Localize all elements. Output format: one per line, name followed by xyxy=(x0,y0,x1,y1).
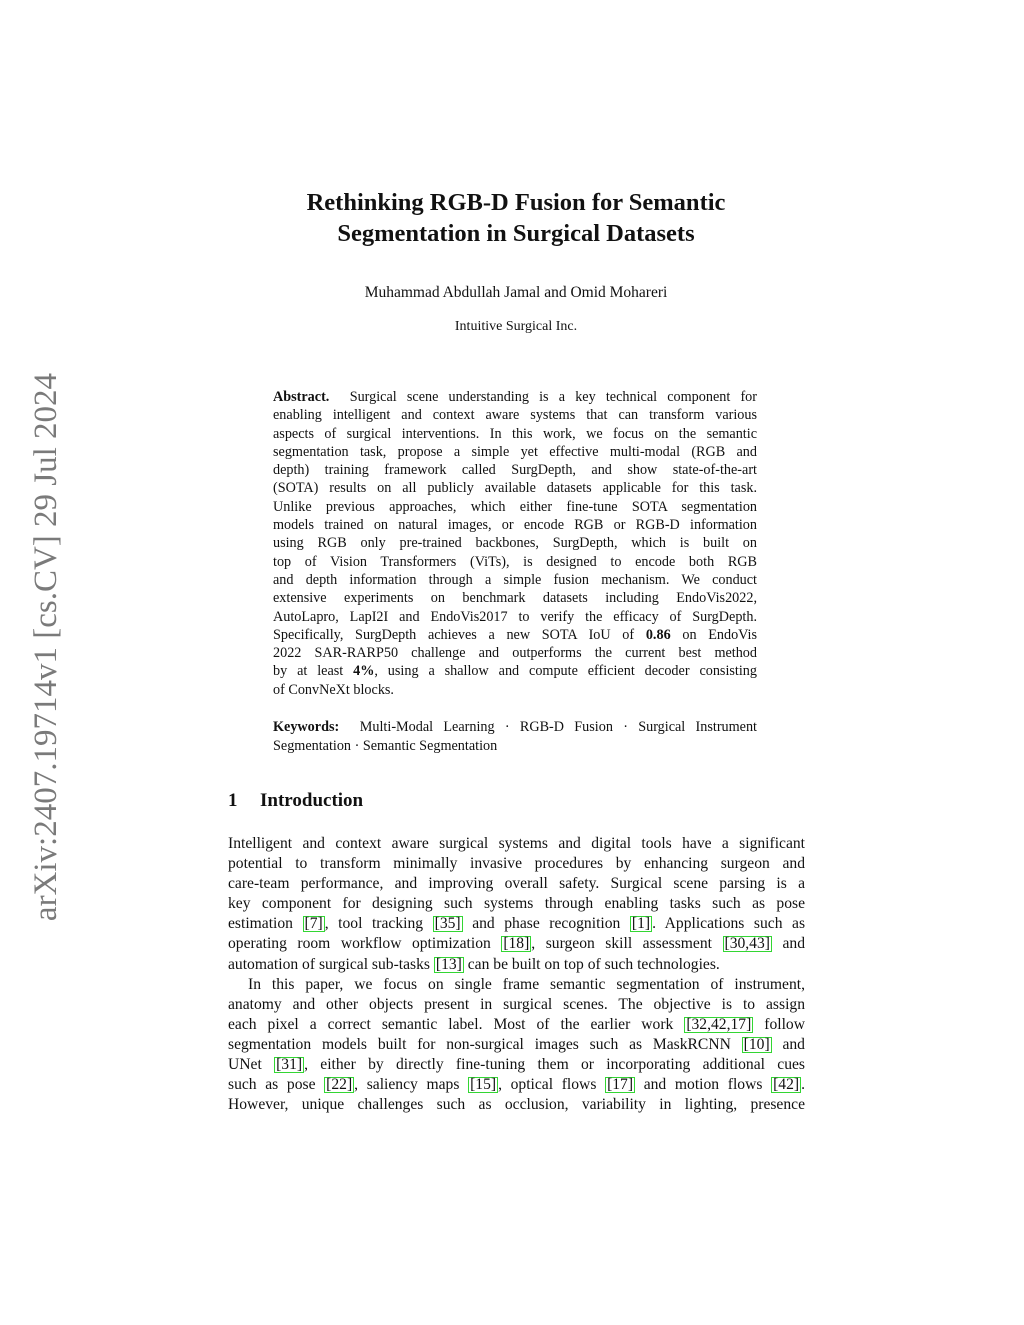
body-line: such as pose [22] , saliency maps [15] , optical flows [17] and motion flows [42] . xyxy=(228,1076,805,1094)
abstract-line: depth) training framework called SurgDepth, and show state-of-the-art xyxy=(273,462,757,479)
body-line: estimation [7] , tool tracking [35] and phase recognition [1] . Applications such as xyxy=(228,915,806,933)
body-line: care-team performance, and improving overall safety. Surgical scene parsing is a xyxy=(228,875,805,893)
section-title: Introduction xyxy=(260,790,364,811)
abstract-line: by at least 4%, using a shallow and compute efficient decoder consisting xyxy=(273,663,757,680)
body-line: key component for designing such systems through enabling tasks such as pose xyxy=(228,895,805,913)
abstract-line: models trained on natural images, or encode RGB or RGB-D information xyxy=(273,517,757,534)
abstract-label: Abstract. xyxy=(273,389,330,405)
abstract-line: segmentation task, propose a simple yet effective multi-modal (RGB and xyxy=(273,443,757,460)
paper-title xyxy=(228,187,804,249)
abstract-line: AutoLapro, LapI2I and EndoVis2017 to verify the efficacy of SurgDepth. xyxy=(273,608,757,625)
authors: Muhammad Abdullah Jamal and Omid Mohareri xyxy=(364,284,668,301)
abstract-line: Specifically, SurgDepth achieves a new SOTA IoU of 0.86 on EndoVis xyxy=(273,626,758,643)
arxiv-sidebar xyxy=(16,355,76,940)
body-line: Intelligent and context aware surgical systems and digital tools have a significant xyxy=(228,835,805,852)
title-line-2: Segmentation in Surgical Datasets xyxy=(337,220,695,247)
affiliation: Intuitive Surgical Inc. xyxy=(454,319,578,334)
section-number: 1 xyxy=(228,790,238,811)
citation-link[interactable]: [18] xyxy=(503,935,530,953)
body-line: UNet [31] , either by directly fine-tuning them or incorporating additional cues xyxy=(228,1056,805,1074)
body-line: operating room workflow optimization [18] , surgeon skill assessment [30,43] and xyxy=(228,935,806,953)
citation-link[interactable]: [32,42,17] xyxy=(686,1015,752,1033)
citation-link[interactable]: [1] xyxy=(631,915,651,933)
citation-link[interactable]: [13] xyxy=(435,955,462,973)
citation-link[interactable]: [30,43] xyxy=(724,935,770,953)
citation-link[interactable]: [7] xyxy=(304,915,323,933)
abstract-line: Unlike previous approaches, which either fine-tune SOTA segmentation xyxy=(273,498,757,515)
abstract-line: Abstract. Surgical scene understanding is a key technical component for xyxy=(273,389,757,405)
title-line-1: Rethinking RGB-D Fusion for Semantic xyxy=(306,189,726,216)
abstract xyxy=(273,388,757,699)
keywords-line: Segmentation · Semantic Segmentation xyxy=(273,738,498,754)
body-line: anatomy and other objects present in surgical scenes. The objective is to assign xyxy=(228,995,805,1013)
abstract-line: aspects of surgical interventions. In this work, we focus on the semantic xyxy=(273,425,757,442)
section-heading xyxy=(228,790,804,812)
abstract-line: and depth information through a simple fusion mechanism. We conduct xyxy=(273,571,757,588)
citation-link[interactable]: [35] xyxy=(434,915,461,933)
body-line: segmentation models built for non-surgical images such as MaskRCNN [10] and xyxy=(228,1035,805,1053)
citation-link[interactable]: [17] xyxy=(607,1076,634,1094)
citation-link[interactable]: [10] xyxy=(743,1035,770,1053)
body-line: each pixel a correct semantic label. Most of the earlier work [32,42,17] follow xyxy=(228,1015,805,1033)
body-line: automation of surgical sub-tasks [13] can be built on top of such technologies. xyxy=(228,955,720,973)
citation-link[interactable]: [42] xyxy=(773,1076,800,1094)
abstract-line: extensive experiments on benchmark datasets including EndoVis2022, xyxy=(273,590,757,607)
introduction-body xyxy=(228,834,805,1115)
abstract-line: using RGB only pre-trained backbones, SurgDepth, which is built on xyxy=(273,535,757,552)
body-line: However, unique challenges such as occlusion, variability in lighting, presence xyxy=(228,1096,805,1114)
citation-link[interactable]: [31] xyxy=(276,1056,303,1074)
citation-link[interactable]: [22] xyxy=(326,1076,353,1094)
abstract-line: 2022 SAR-RARP50 challenge and outperforms the current best method xyxy=(273,645,757,662)
keywords-line: Keywords: Multi-Modal Learning · RGB-D Fusion · Surgical Instrument xyxy=(273,719,757,735)
keywords xyxy=(273,718,757,756)
abstract-line: enabling intelligent and context aware systems that can transform various xyxy=(273,407,757,424)
abstract-line: top of Vision Transformers (ViTs), is designed to encode both RGB xyxy=(273,553,757,570)
body-line: In this paper, we focus on single frame semantic segmentation of instrument, xyxy=(248,975,805,993)
abstract-line: of ConvNeXt blocks. xyxy=(273,681,394,698)
arxiv-identifier: arXiv:2407.19714v1 [cs.CV] 29 Jul 2024 xyxy=(28,372,64,922)
body-line: potential to transform minimally invasive procedures by enhancing surgeon and xyxy=(228,855,805,873)
abstract-line: (SOTA) results on all publicly available datasets applicable for this task. xyxy=(273,480,757,497)
keywords-label: Keywords: xyxy=(273,719,340,735)
citation-link[interactable]: [15] xyxy=(470,1076,497,1094)
